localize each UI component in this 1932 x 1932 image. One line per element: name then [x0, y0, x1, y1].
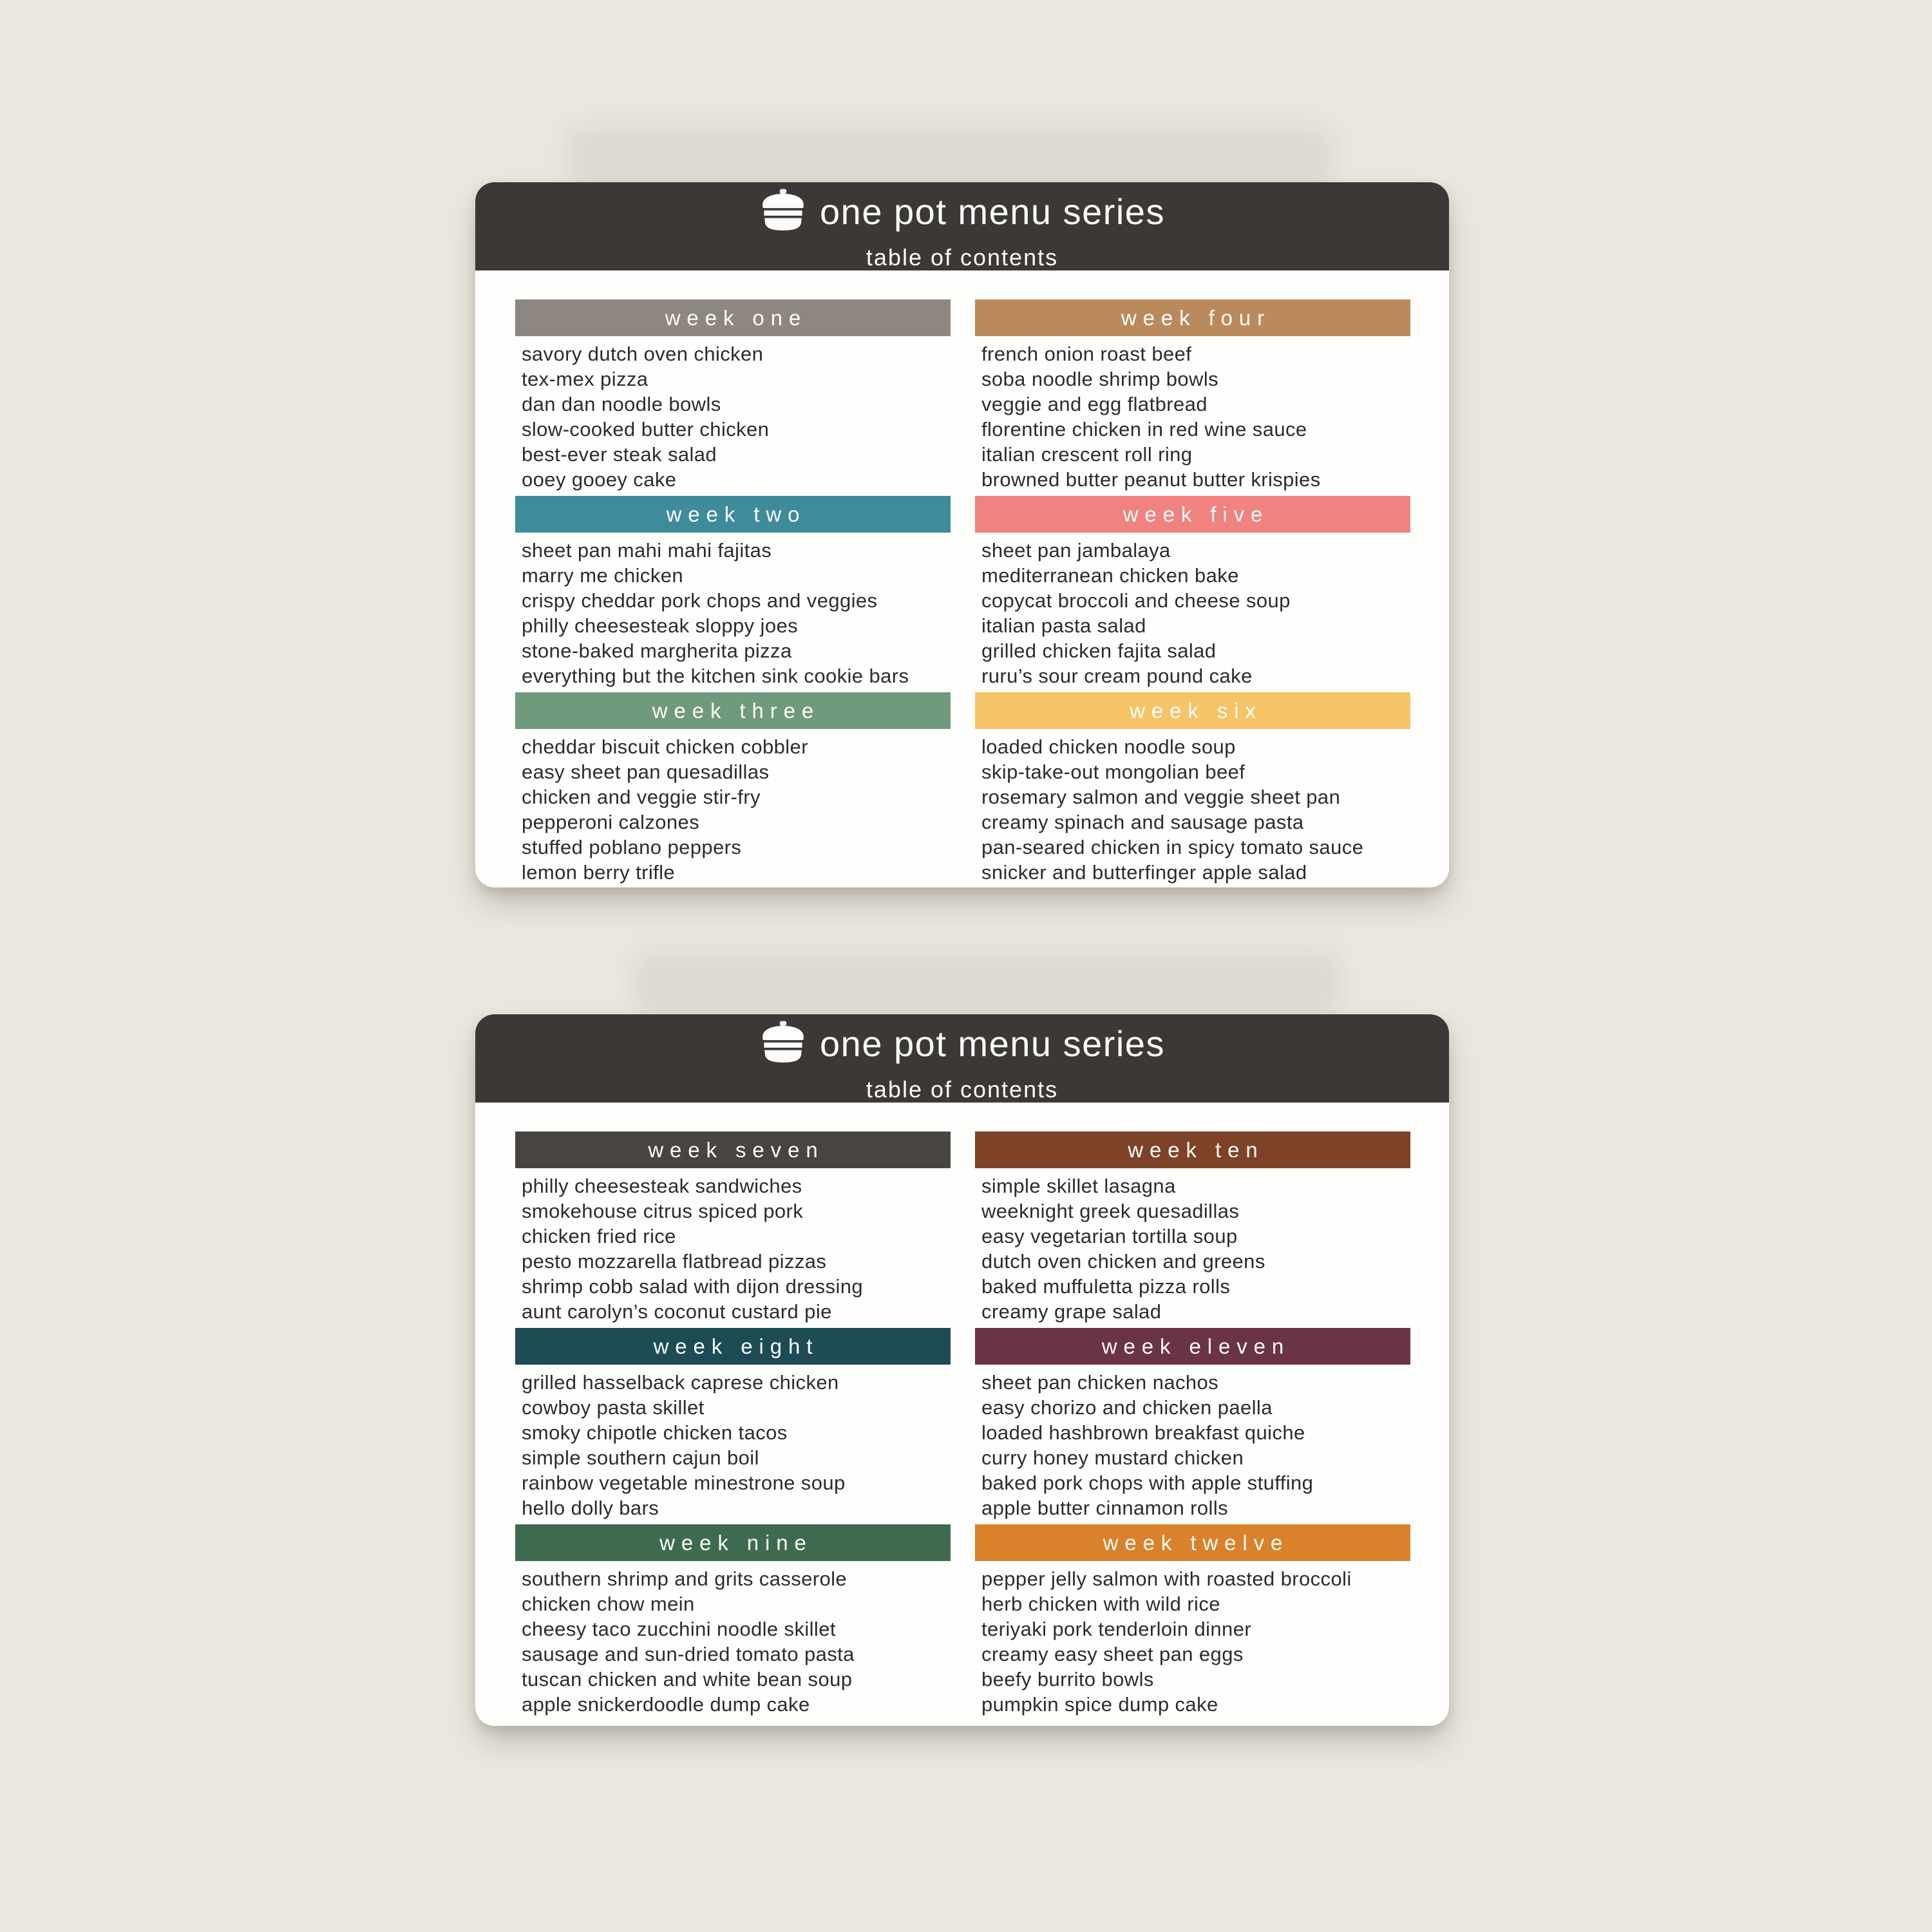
recipe-item: simple skillet lasagna — [981, 1175, 1176, 1197]
card-body — [475, 1103, 1449, 1721]
pot-icon — [759, 1016, 807, 1072]
week-section — [515, 1524, 951, 1717]
week-section — [975, 1524, 1410, 1717]
recipe-item: chicken and veggie stir-fry — [522, 786, 761, 808]
recipe-item: sheet pan jambalaya — [981, 539, 1171, 562]
menu-card-weeks-1-6 — [475, 182, 1449, 887]
recipe-item: herb chicken with wild rice — [981, 1593, 1220, 1615]
recipe-item: soba noodle shrimp bowls — [981, 368, 1219, 390]
recipe-item: marry me chicken — [522, 564, 684, 587]
card-title-row — [759, 1016, 1165, 1072]
recipe-item: creamy spinach and sausage pasta — [981, 811, 1304, 833]
recipe-item: mediterranean chicken bake — [981, 564, 1239, 587]
recipe-item: easy chorizo and chicken paella — [981, 1396, 1273, 1419]
week-header-bar: week four — [975, 299, 1410, 336]
week-header-bar: week twelve — [975, 1524, 1410, 1561]
week-header-bar: week ten — [975, 1132, 1410, 1168]
recipe-item: chicken fried rice — [522, 1225, 676, 1247]
recipe-item: crispy cheddar pork chops and veggies — [522, 589, 878, 612]
recipe-item: easy vegetarian tortilla soup — [981, 1225, 1238, 1247]
recipe-item: slow-cooked butter chicken — [522, 418, 770, 440]
card-title-row — [759, 184, 1165, 240]
week-header-bar: week eleven — [975, 1328, 1410, 1365]
recipe-item: tex-mex pizza — [522, 368, 649, 390]
stacked-card-shadow — [567, 126, 1333, 187]
week-header-bar: week nine — [515, 1524, 951, 1561]
recipe-item: pan-seared chicken in spicy tomato sauce — [981, 836, 1364, 858]
week-section — [975, 1132, 1410, 1324]
recipe-item: skip-take-out mongolian beef — [981, 761, 1245, 783]
recipe-item: rosemary salmon and veggie sheet pan — [981, 786, 1341, 808]
pot-icon — [759, 184, 807, 240]
recipe-item: chicken chow mein — [522, 1593, 695, 1615]
recipe-item: sausage and sun-dried tomato pasta — [522, 1643, 855, 1665]
recipe-item: italian pasta salad — [981, 614, 1146, 637]
card-title: one pot menu series — [820, 1023, 1165, 1064]
week-section — [975, 299, 1410, 492]
recipe-item: hello dolly bars — [522, 1497, 659, 1519]
recipe-item: browned butter peanut butter krispies — [981, 468, 1321, 491]
menu-card-weeks-7-12 — [475, 1014, 1449, 1726]
week-section — [975, 496, 1410, 688]
week-section — [515, 299, 951, 492]
recipe-item: pesto mozzarella flatbread pizzas — [522, 1250, 827, 1273]
recipe-item: sheet pan chicken nachos — [981, 1371, 1219, 1394]
week-section — [515, 1328, 951, 1520]
week-header-bar: week eight — [515, 1328, 951, 1365]
week-header-bar: week five — [975, 496, 1410, 533]
recipe-item: baked pork chops with apple stuffing — [981, 1472, 1314, 1494]
recipe-item: everything but the kitchen sink cookie bars — [522, 665, 909, 687]
week-section — [515, 692, 951, 885]
recipe-item: philly cheesesteak sloppy joes — [522, 614, 799, 637]
recipe-item: florentine chicken in red wine sauce — [981, 418, 1307, 440]
recipe-item: grilled chicken fajita salad — [981, 639, 1217, 662]
recipe-item: cheddar biscuit chicken cobbler — [522, 735, 808, 758]
recipe-item: southern shrimp and grits casserole — [522, 1567, 848, 1590]
recipe-item: ooey gooey cake — [522, 468, 677, 491]
recipe-item: cowboy pasta skillet — [522, 1396, 705, 1419]
recipe-item: aunt carolyn’s coconut custard pie — [522, 1300, 832, 1323]
week-header-bar: week three — [515, 692, 951, 729]
recipe-item: pepperoni calzones — [522, 811, 700, 833]
card-header — [475, 1014, 1449, 1103]
week-header-bar: week six — [975, 692, 1410, 729]
recipe-item: easy sheet pan quesadillas — [522, 761, 770, 783]
week-section — [975, 1328, 1410, 1520]
recipe-item: baked muffuletta pizza rolls — [981, 1275, 1231, 1298]
recipe-item: rainbow vegetable minestrone soup — [522, 1472, 846, 1494]
week-header-bar: week seven — [515, 1132, 951, 1168]
recipe-item: pumpkin spice dump cake — [981, 1693, 1218, 1716]
card-subtitle: table of contents — [866, 243, 1059, 270]
recipe-item: sheet pan mahi mahi fajitas — [522, 539, 772, 562]
recipe-item: loaded chicken noodle soup — [981, 735, 1236, 758]
recipe-item: snicker and butterfinger apple salad — [981, 861, 1307, 884]
recipe-item: beefy burrito bowls — [981, 1668, 1154, 1690]
card-title: one pot menu series — [820, 191, 1165, 232]
recipe-item: curry honey mustard chicken — [981, 1446, 1244, 1469]
recipe-item: shrimp cobb salad with dijon dressing — [522, 1275, 864, 1298]
menu-column — [515, 299, 951, 889]
recipe-item: dan dan noodle bowls — [522, 393, 721, 415]
week-section — [975, 692, 1410, 885]
recipe-item: dutch oven chicken and greens — [981, 1250, 1265, 1273]
recipe-item: creamy easy sheet pan eggs — [981, 1643, 1244, 1665]
recipe-item: copycat broccoli and cheese soup — [981, 589, 1291, 612]
recipe-item: smokehouse citrus spiced pork — [522, 1200, 804, 1222]
recipe-item: best-ever steak salad — [522, 443, 717, 466]
recipe-item: pepper jelly salmon with roasted broccoli — [981, 1567, 1352, 1590]
recipe-item: apple butter cinnamon rolls — [981, 1497, 1229, 1519]
recipe-item: stone-baked margherita pizza — [522, 639, 792, 662]
card-header — [475, 182, 1449, 270]
stacked-card-shadow — [634, 952, 1340, 1016]
recipe-item: smoky chipotle chicken tacos — [522, 1421, 788, 1444]
recipe-item: apple snickerdoodle dump cake — [522, 1693, 810, 1716]
card-subtitle: table of contents — [866, 1075, 1059, 1103]
recipe-item: stuffed poblano peppers — [522, 836, 742, 858]
recipe-item: loaded hashbrown breakfast quiche — [981, 1421, 1305, 1444]
menu-column — [515, 1132, 951, 1721]
recipe-item: simple southern cajun boil — [522, 1446, 759, 1469]
recipe-item: lemon berry trifle — [522, 861, 676, 884]
recipe-item: teriyaki pork tenderloin dinner — [981, 1618, 1252, 1640]
card-body — [475, 270, 1449, 889]
recipe-item: cheesy taco zucchini noodle skillet — [522, 1618, 836, 1640]
recipe-item: french onion roast beef — [981, 343, 1192, 365]
menu-column — [975, 299, 1410, 889]
recipe-item: weeknight greek quesadillas — [981, 1200, 1240, 1222]
recipe-item: italian crescent roll ring — [981, 443, 1193, 466]
recipe-item: philly cheesesteak sandwiches — [522, 1175, 802, 1197]
week-header-bar: week two — [515, 496, 951, 533]
week-section — [515, 496, 951, 688]
recipe-item: ruru’s sour cream pound cake — [981, 665, 1253, 687]
menu-column — [975, 1132, 1410, 1721]
recipe-item: tuscan chicken and white bean soup — [522, 1668, 853, 1690]
week-section — [515, 1132, 951, 1324]
recipe-item: creamy grape salad — [981, 1300, 1162, 1323]
recipe-item: savory dutch oven chicken — [522, 343, 764, 365]
recipe-item: grilled hasselback caprese chicken — [522, 1371, 839, 1394]
recipe-item: veggie and egg flatbread — [981, 393, 1208, 415]
week-header-bar: week one — [515, 299, 951, 336]
